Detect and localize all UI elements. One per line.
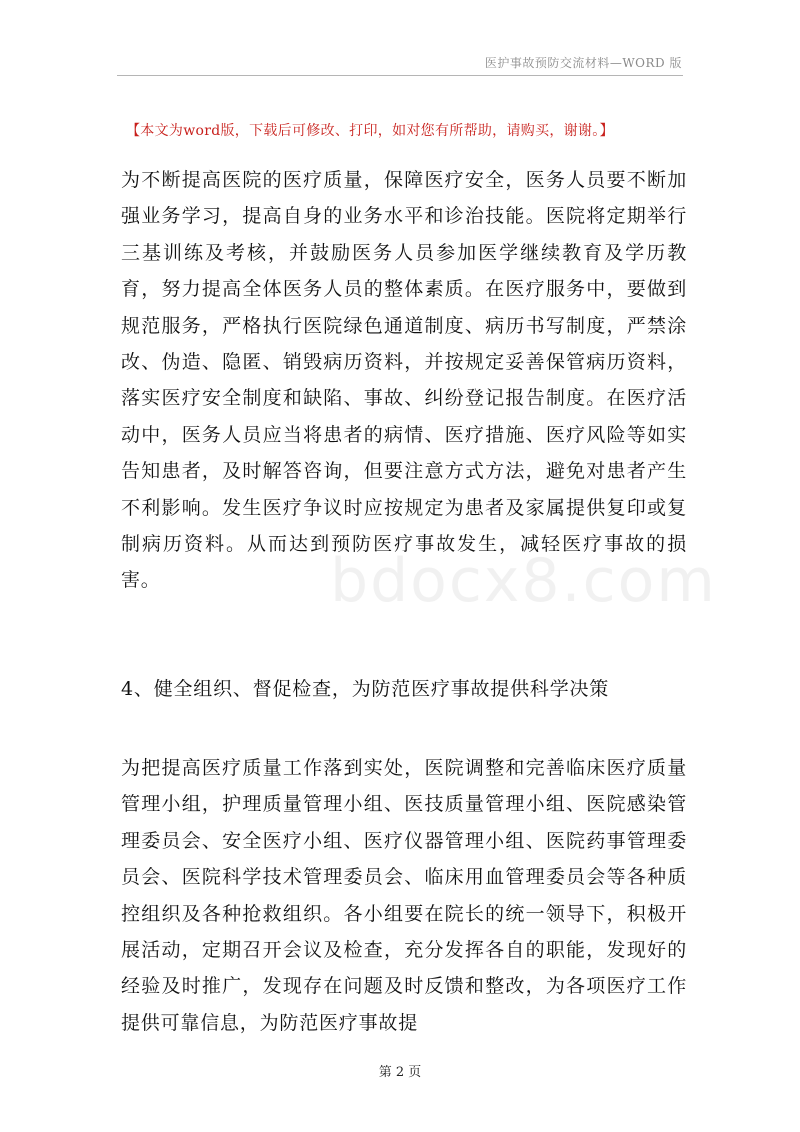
body-paragraph-1: 为不断提高医院的医疗质量，保障医疗安全，医务人员要不断加强业务学习，提高自身的业务水平和诊治技能。医院将定期举行三基训练及考核，并鼓励医务人员参加医学继续教育及学历教育，努力提高全体医务人员的整体素质。在医疗服务中，要做到规范服务，严格执行医院绿色通道制度、病历书写制度，严禁涂改、伪造、隐匿、销毁病历资料，并按规定妥善保管病历资料，落实医疗安全制度和缺陷、事故、纠纷登记报告制度。在医疗活动中，医务人员应当将患者的病情、医疗措施、医疗风险等如实告知患者，及时解答咨询，但要注意方式方法，避免对患者产生不利影响。发生医疗争议时应按规定为患者及家属提供复印或复制病历资料。从而达到预防医疗事故发生，减轻医疗事故的损害。: [121, 169, 687, 592]
watermark: bdocx8.com: [330, 546, 717, 616]
header-divider: [117, 75, 683, 76]
section-heading-4: 4、健全组织、督促检查，为防范医疗事故提供科学决策: [121, 678, 610, 700]
body-paragraph-2: 为把提高医疗质量工作落到实处，医院调整和完善临床医疗质量管理小组，护理质量管理小组、医技质量管理小组、医院感染管理委员会、安全医疗小组、医疗仪器管理小组、医院药事管理委员会、医院科学技术管理委员会、临床用血管理委员会等各种质控组织及各种抢救组织。各小组要在院长的统一领导下，积极开展活动，定期召开会议及检查，充分发挥各自的职能，发现好的经验及时推广，发现存在问题及时反馈和整改，为各项医疗工作提供可靠信息，为防范医疗事故提: [121, 757, 687, 1034]
document-header-title: 医护事故预防交流材料—WORD 版: [484, 56, 682, 70]
download-notice: 【本文为word版，下载后可修改、打印，如对您有所帮助，请购买，谢谢。】: [126, 123, 614, 139]
page-number: 第 2 页: [378, 1065, 422, 1080]
